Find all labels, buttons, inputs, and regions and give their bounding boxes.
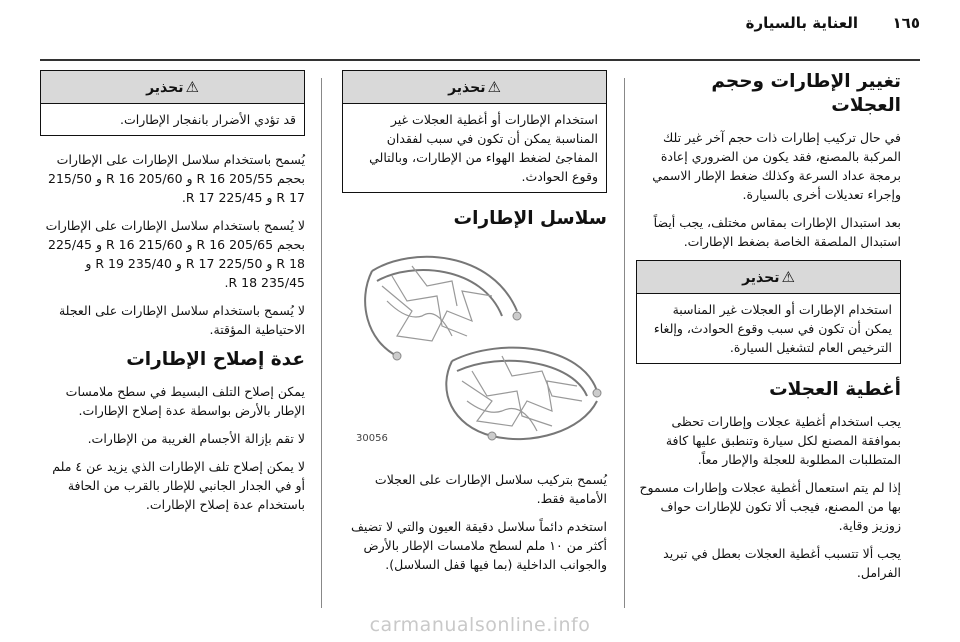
section-title-snow-chains: سلاسل الإطارات xyxy=(453,208,607,229)
warning-header xyxy=(343,71,606,104)
paragraph: في حال تركيب إطارات ذات حجم آخر غير تلك المركبة بالمصنع، فقد يكون من الضروري إعادة برمجة عداد السرعة وكذلك ضغط الإطار الاسمي وإجراء تعديلات أخرى بالسيارة. xyxy=(652,130,901,202)
warning-header xyxy=(637,261,900,294)
page-title: العناية بالسيارة xyxy=(745,14,858,32)
column-divider-left xyxy=(321,78,322,608)
warning-box xyxy=(636,260,901,364)
column-left xyxy=(40,70,305,523)
header-rule xyxy=(40,59,920,61)
paragraph: يُسمح باستخدام سلاسل الإطارات على الإطارات بحجم 205/55 R 16 و 205/60 R 16 و 215/50 R 17 و 225/45 R 17. xyxy=(48,152,305,205)
section-title-repair-kit: عدة إصلاح الإطارات xyxy=(126,349,305,370)
paragraph: يمكن إصلاح التلف البسيط في سطح ملامسات الإطار بالأرض بواسطة عدة إصلاح الإطارات. xyxy=(65,384,305,418)
section-title-wheel-covers: أغطية العجلات xyxy=(769,379,901,400)
paragraph: بعد استبدال الإطارات بمقاس مختلف، يجب أيضاً استبدال الملصقة الخاصة بضغط الإطارات. xyxy=(653,215,901,249)
paragraph: لا يُسمح باستخدام سلاسل الإطارات على العجلة الاحتياطية المؤقتة. xyxy=(58,303,305,337)
column-right xyxy=(636,70,901,591)
paragraph: لا يُسمح باستخدام سلاسل الإطارات على الإطارات بحجم 205/65 R 16 و 215/60 R 16 و 225/45 R 18 و 225/50 R 17 و 235/40 R 19 و 235/45 R 18. xyxy=(45,218,305,290)
watermark-text: carmanualsonline.info xyxy=(369,614,591,636)
warning-label: تحذير xyxy=(448,80,486,96)
warning-text: استخدام الإطارات أو العجلات غير المناسبة يمكن أن تكون في سبب وقوع الحوادث، وإلغاء الترخيص العام لتشغيل السيارة. xyxy=(653,302,892,355)
warning-icon: ⚠ xyxy=(487,78,501,96)
snow-chain-drawing xyxy=(352,241,607,456)
figure-number: 30056 xyxy=(356,433,388,444)
column-middle xyxy=(342,70,607,583)
warning-text: قد تؤدي الأضرار بانفجار الإطارات. xyxy=(120,112,296,127)
paragraph: يجب استخدام أغطية عجلات وإطارات تحظى بموافقة المصنع لكل سيارة وتنطبق عليها كافة المتطلبات المطلوبة للعجلة والإطار معاً. xyxy=(665,414,901,467)
warning-icon: ⚠ xyxy=(185,78,199,96)
paragraph: إذا لم يتم استعمال أغطية عجلات وإطارات مسموح بها من المصنع، فيجب ألا تكون للإطارات حواف زوزيز وقاية. xyxy=(639,480,901,533)
page-number: ١٦٥ xyxy=(892,14,920,32)
warning-icon: ⚠ xyxy=(781,268,795,286)
paragraph: يُسمح بتركيب سلاسل الإطارات على العجلات الأمامية فقط. xyxy=(374,472,607,506)
paragraph: لا تقم بإزالة الأجسام الغريبة من الإطارات. xyxy=(87,431,305,446)
section-title-tire-change: تغيير الإطارات وحجم العجلات xyxy=(711,71,901,116)
snow-chain-illustration xyxy=(352,241,607,456)
paragraph: استخدم دائماً سلاسل دقيقة العيون والتي لا تضيف أكثر من ١٠ ملم لسطح ملامسات الإطار بالأرض والجوانب الداخلية (بما فيها قفل السلاسل). xyxy=(350,519,607,572)
warning-box xyxy=(40,70,305,136)
paragraph: يجب ألا تتسبب أغطية العجلات بعطل في تبريد الفرامل. xyxy=(663,546,901,580)
warning-label: تحذير xyxy=(742,270,780,286)
warning-label: تحذير xyxy=(146,80,184,96)
warning-text: استخدام الإطارات أو أغطية العجلات غير المناسبة يمكن أن تكون في سبب لفقدان المفاجئ لضغط الهواء من الإطارات، وبالتالي وقوع الحوادث. xyxy=(369,112,598,184)
column-divider-right xyxy=(624,78,625,608)
page-header xyxy=(40,10,920,38)
paragraph: لا يمكن إصلاح تلف الإطارات الذي يزيد عن ٤ ملم أو في الجدار الجانبي للإطار بالقرب من الحافة باستخدام عدة إصلاح الإطارات. xyxy=(52,459,305,512)
warning-header xyxy=(41,71,304,104)
warning-box xyxy=(342,70,607,193)
